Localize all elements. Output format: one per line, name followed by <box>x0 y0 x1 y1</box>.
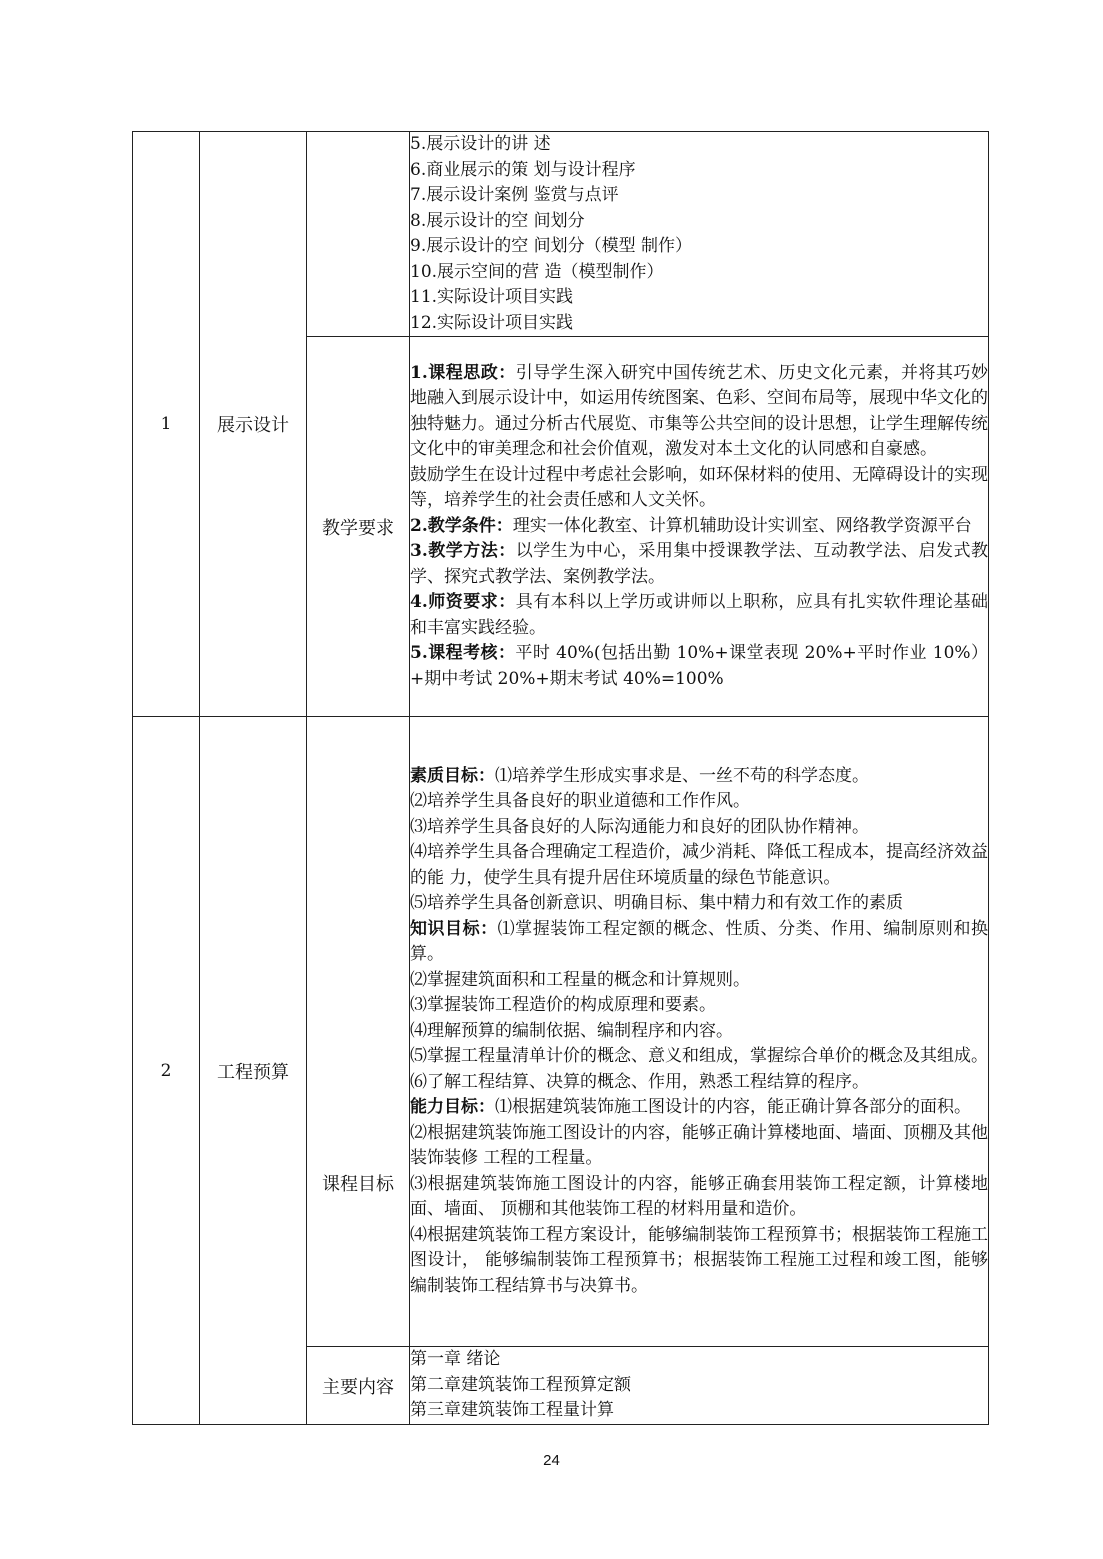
list-item: 5.展示设计的讲 述 <box>410 134 551 154</box>
list-item: 第三章建筑装饰工程量计算 <box>410 1400 614 1421</box>
quality-paragraph <box>410 764 988 790</box>
requirements-label: 教学要求 <box>307 337 410 717</box>
page-number: 24 <box>543 1452 560 1469</box>
quality-item: ⑵培养学生具备良好的职业道德和工作作风。 <box>410 791 750 812</box>
list-item: 第二章建筑装饰工程预算定额 <box>410 1374 631 1395</box>
ideology-text: 引导学生深入研究中国传统艺术、历史文化元素，并将其巧妙地融入到展示设计中，如运用传统图案、色彩、空间布局等，展现中华文化的独特魅力。通过分析古代展览、市集等公共空间的设计思想，让学生理解传统文化中的审美理念和社会价值观，激发对本土文化的认同感和自豪感。 <box>410 362 988 460</box>
conditions-title: 2.教学条件： <box>410 515 513 536</box>
list-item: 12.实际设计项目实践 <box>410 312 574 333</box>
quality-item: ⑷培养学生具备合理确定工程造价，减少消耗、降低工程成本，提高经济效益的能 力，使学生具有提升居住环境质量的绿色节能意识。 <box>410 842 988 888</box>
knowledge-item: ⑹了解工程结算、决算的概念、作用，熟悉工程结算的程序。 <box>410 1071 869 1092</box>
quality-title: 素质目标： <box>410 765 495 786</box>
empty-label-cell <box>307 132 410 337</box>
ability-title: 能力目标： <box>410 1097 495 1118</box>
ideology-paragraph <box>410 361 988 463</box>
list-item: 8.展示设计的空 间划分 <box>410 210 585 231</box>
ideology-title: 1.课程思政： <box>410 362 516 383</box>
knowledge-item: ⑷理解预算的编制依据、编制程序和内容。 <box>410 1020 733 1041</box>
list-item: 6.商业展示的策 划与设计程序 <box>410 159 636 180</box>
ideology-text-2: 鼓励学生在设计过程中考虑社会影响，如环保材料的使用、无障碍设计的实现等，培养学生的社会责任感和人文关怀。 <box>410 464 988 511</box>
assessment-paragraph <box>410 641 988 692</box>
conditions-paragraph <box>410 514 988 540</box>
row-number: 2 <box>133 717 200 1425</box>
teachers-paragraph <box>410 590 988 641</box>
objectives-label: 课程目标 <box>307 717 410 1347</box>
knowledge-item: ⑵掌握建筑面积和工程量的概念和计算规则。 <box>410 969 750 990</box>
ability-item: ⑵根据建筑装饰施工图设计的内容，能够正确计算楼地面、墙面、顶棚及其他装饰装修 工程的工程量。 <box>410 1122 988 1169</box>
table-row <box>133 132 989 337</box>
assessment-title: 5.课程考核： <box>410 643 516 664</box>
methods-title: 3.教学方法： <box>410 541 516 562</box>
table-row <box>133 717 989 1347</box>
methods-paragraph <box>410 539 988 590</box>
knowledge-item: ⑴掌握装饰工程定额的概念、性质、分类、作用、编制原则和换算。 <box>410 918 988 965</box>
ability-paragraph <box>410 1095 988 1121</box>
conditions-text: 理实一体化教室、计算机辅助设计实训室、网络教学资源平台 <box>512 515 972 536</box>
assessment-text: 平时 40%(包括出勤 10%+课堂表现 20%+平时作业 10%）+期中考试 20%+期末考试 40%=100% <box>410 643 988 689</box>
list-item: 11.实际设计项目实践 <box>410 287 574 307</box>
teachers-title: 4.师资要求： <box>410 592 516 613</box>
course-name: 工程预算 <box>200 717 307 1425</box>
requirements-content <box>410 337 989 717</box>
course-name: 展示设计 <box>200 132 307 717</box>
knowledge-title: 知识目标： <box>410 918 498 939</box>
content-list <box>410 132 989 337</box>
knowledge-item: ⑸掌握工程量清单计价的概念、意义和组成，掌握综合单价的概念及其组成。 <box>410 1046 988 1067</box>
list-item: 7.展示设计案例 鉴赏与点评 <box>410 185 619 205</box>
main-content-label: 主要内容 <box>307 1347 410 1425</box>
list-item: 9.展示设计的空 间划分（模型 制作） <box>410 236 693 256</box>
quality-item: ⑶培养学生具备良好的人际沟通能力和良好的团队协作精神。 <box>410 816 869 837</box>
ability-item: ⑶根据建筑装饰施工图设计的内容，能够正确套用装饰工程定额，计算楼地面、墙面、 顶棚和其他装饰工程的材料用量和造价。 <box>410 1173 988 1220</box>
knowledge-item: ⑶掌握装饰工程造价的构成原理和要素。 <box>410 995 716 1016</box>
list-item: 第一章 绪论 <box>410 1349 501 1370</box>
objectives-content <box>410 717 989 1347</box>
teachers-text: 具有本科以上学历或讲师以上职称，应具有扎实软件理论基础和丰富实践经验。 <box>410 592 988 638</box>
ability-item: ⑷根据建筑装饰工程方案设计，能够编制装饰工程预算书；根据装饰工程施工图设计， 能够编制装饰工程预算书；根据装饰工程施工过程和竣工图，能够编制装饰工程结算书与决算书。 <box>410 1224 988 1296</box>
list-item: 10.展示空间的营 造（模型制作） <box>410 261 664 282</box>
quality-item: ⑴培养学生形成实事求是、一丝不苟的科学态度。 <box>495 765 869 786</box>
main-content-list <box>410 1347 989 1425</box>
knowledge-paragraph <box>410 917 988 968</box>
row-number: 1 <box>133 132 200 717</box>
methods-text: 以学生为中心，采用集中授课教学法、互动教学法、启发式教学、探究式教学法、案例教学法。 <box>410 541 988 587</box>
course-table <box>132 131 989 1425</box>
quality-item: ⑸培养学生具备创新意识、明确目标、集中精力和有效工作的素质 <box>410 893 903 914</box>
ability-item: ⑴根据建筑装饰施工图设计的内容，能正确计算各部分的面积。 <box>495 1097 971 1118</box>
